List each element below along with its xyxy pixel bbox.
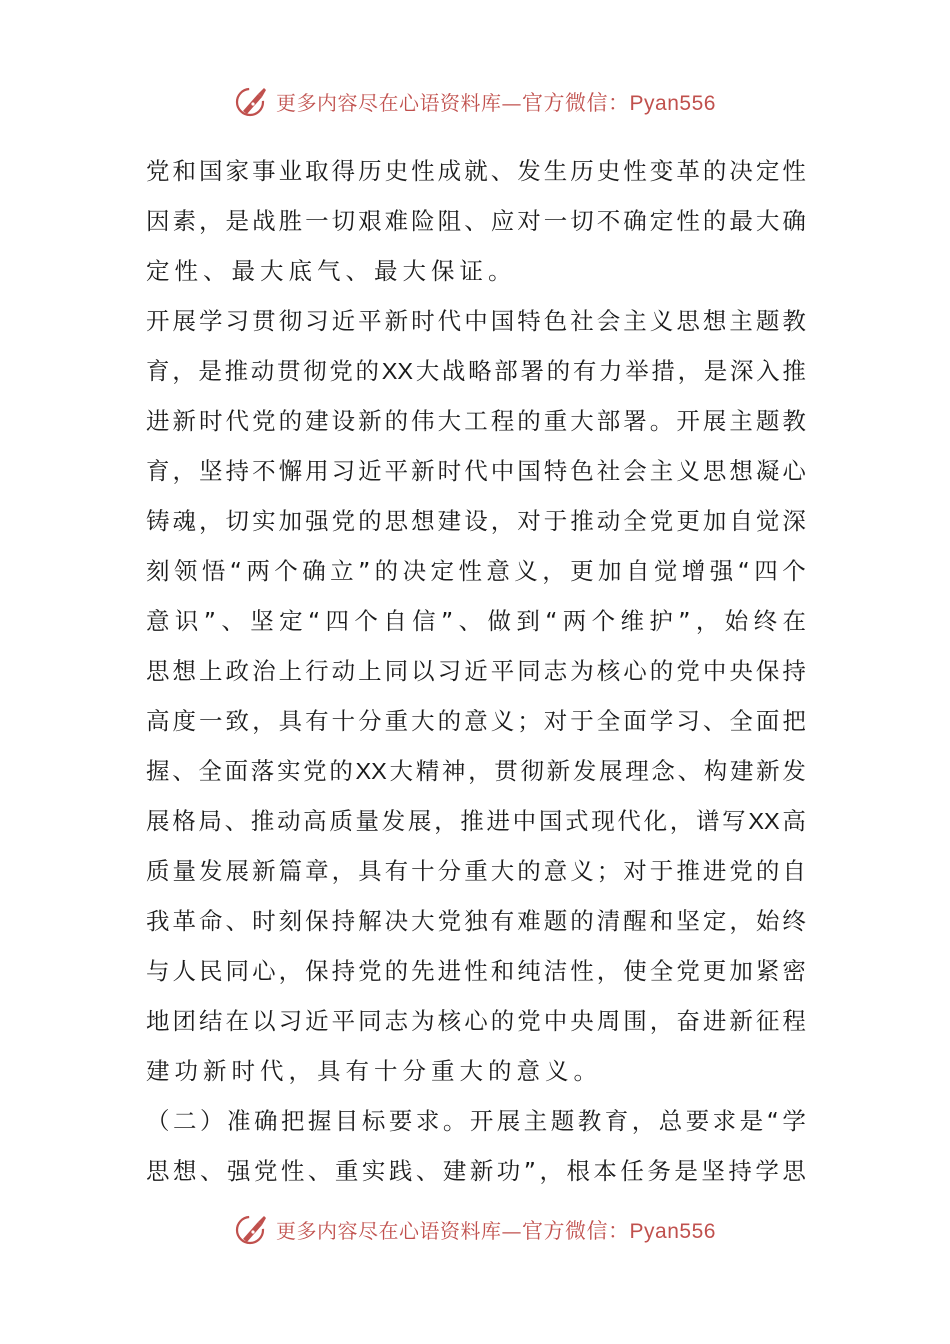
document-body [146,146,806,1196]
document-line: 质 量 发 展 新 篇 章 ， 具 有 十 分 重 大 的 意 义 ； 对 于 推 进 党 的 自 [146,857,806,885]
document-line: 与 人 民 同 心 ， 保 持 党 的 先 进 性 和 纯 洁 性 ， 使 全 党 更 加 紧 密 [146,957,806,985]
document-line: 进 新 时 代 党 的 建 设 新 的 伟 大 工 程 的 重 大 部 署 。 开 展 主 题 教 [146,407,806,435]
document-line: 育 ， 是 推 动 贯 彻 党 的 XX 大 战 略 部 署 的 有 力 举 措 ， 是 深 入 推 [146,357,806,385]
document-line: 铸 魂 ， 切 实 加 强 党 的 思 想 建 设 ， 对 于 推 动 全 党 更 加 自 觉 深 [146,507,806,535]
document-line: 高 度 一 致 ， 具 有 十 分 重 大 的 意 义 ； 对 于 全 面 学 习 、 全 面 把 [146,707,806,735]
document-line: 思 想 、 强 党 性 、 重 实 践 、 建 新 功 ” ， 根 本 任 务 是 坚 持 学 思 [146,1157,806,1185]
document-line: 意 识 ” 、 坚 定 “ 四 个 自 信 ” 、 做 到 “ 两 个 维 护 ” ， 始 终 在 [146,607,806,635]
banner-dash: — [501,91,523,115]
document-line: 建功新时代，具有十分重大的意义。 [146,1057,602,1085]
document-line: 定性、最大底气、最大保证。 [146,257,517,285]
banner-wechat-text: 官方微信：Pyan556 [522,92,716,115]
document-line: 因 素 ， 是 战 胜 一 切 艰 难 险 阻 、 应 对 一 切 不 确 定 性 的 最 大 确 [146,207,806,235]
document-line: 地 团 结 在 以 习 近 平 同 志 为 核 心 的 党 中 央 周 围 ， 奋 进 新 征 程 [146,1007,806,1035]
document-line: 育 ， 坚 持 不 懈 用 习 近 平 新 时 代 中 国 特 色 社 会 主 义 思 想 凝 心 [146,457,806,485]
document-line: 开 展 学 习 贯 彻 习 近 平 新 时 代 中 国 特 色 社 会 主 义 思 想 主 题 教 [146,307,806,335]
document-line: 我 革 命 、 时 刻 保 持 解 决 大 党 独 有 难 题 的 清 醒 和 坚 定 ， 始 终 [146,907,806,935]
document-line: 展 格 局 、 推 动 高 质 量 发 展 ， 推 进 中 国 式 现 代 化 ， 谱 写 XX 高 [146,807,806,835]
document-line: （ 二 ） 准 确 把 握 目 标 要 求 。 开 展 主 题 教 育 ， 总 要 求 是 “ 学 [146,1107,806,1135]
banner-text [276,1215,716,1245]
banner-site-text: 更多内容尽在心语资料库 [276,1219,502,1243]
banner-site-text: 更多内容尽在心语资料库 [276,91,502,115]
document-line: 握 、 全 面 落 实 党 的 XX 大 精 神 ， 贯 彻 新 发 展 理 念 、 构 建 新 发 [146,757,806,785]
document-line: 思 想 上 政 治 上 行 动 上 同 以 习 近 平 同 志 为 核 心 的 党 中 央 保 持 [146,657,806,685]
document-line: 党 和 国 家 事 业 取 得 历 史 性 成 就 、 发 生 历 史 性 变 革 的 决 定 性 [146,157,806,185]
banner-dash: — [501,1219,523,1243]
banner-wechat-text: 官方微信：Pyan556 [522,1220,716,1243]
banner-text [276,87,716,117]
pen-nib-logo-icon [234,1212,270,1248]
document-line: 刻 领 悟 “ 两 个 确 立 ” 的 决 定 性 意 义 ， 更 加 自 觉 增 强 “ 四 个 [146,557,806,585]
footer-banner [0,1208,950,1252]
pen-nib-logo-icon [234,84,270,120]
header-banner [0,80,950,124]
